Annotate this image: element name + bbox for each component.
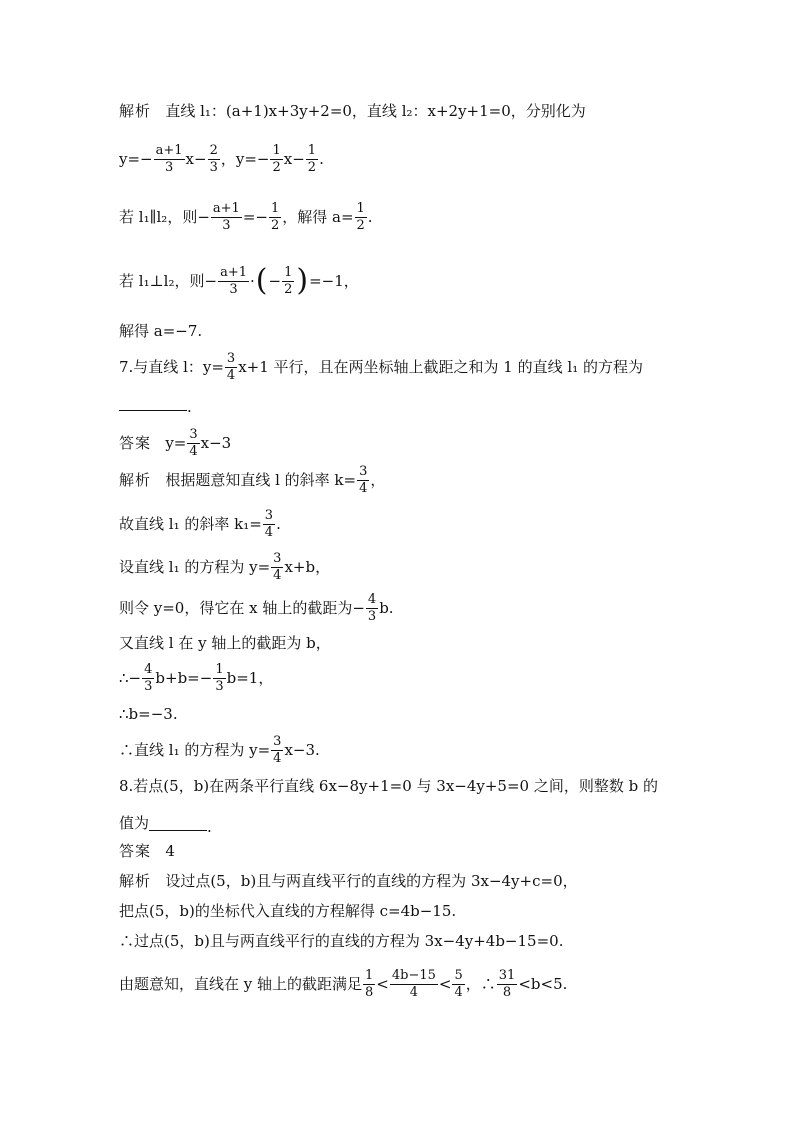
text: 若 l₁⊥l₂，则− [119, 271, 218, 290]
sum-equation-line [119, 663, 723, 693]
text: 故直线 l₁ 的斜率 k₁= [119, 514, 262, 533]
solution-line [119, 324, 723, 339]
result-line [119, 707, 723, 722]
numerator: 5 [454, 968, 463, 983]
fraction [211, 202, 242, 232]
text: − [268, 271, 282, 290]
numerator: a+1 [212, 201, 240, 216]
equation-setup-line [119, 552, 723, 582]
numerator: 1 [270, 201, 280, 216]
numerator: 2 [209, 143, 218, 158]
text: ， [370, 470, 386, 489]
denominator: 4 [454, 984, 463, 1000]
fraction [306, 144, 318, 174]
fraction [225, 352, 237, 382]
text: 又直线 l 在 y 轴上的截距为 b， [119, 634, 331, 652]
numerator: 4b−15 [391, 968, 436, 983]
denominator: 2 [307, 159, 317, 175]
fraction [187, 428, 199, 458]
numerator: a+1 [220, 265, 247, 280]
fraction [363, 969, 375, 999]
fraction [497, 969, 518, 999]
text: ∴b=−3. [119, 705, 178, 723]
denominator: 3 [367, 608, 377, 624]
right-paren: ) [296, 263, 309, 299]
denominator: 2 [270, 217, 280, 233]
numerator: 3 [226, 351, 236, 366]
analysis-line [119, 874, 723, 889]
denominator: 8 [365, 984, 374, 1000]
text: x+b， [284, 557, 331, 576]
question-7 [119, 352, 723, 382]
analysis-label: 解析 [119, 872, 152, 890]
text: 直线 l₁：(a+1)x+3y+2=0，直线 l₂：x+2y+1=0，分别化为 [165, 102, 586, 120]
text: ，∴ [465, 974, 496, 993]
intercept-line [119, 593, 723, 623]
text: 根据题意知直线 l 的斜率 k= [165, 470, 357, 489]
text: =−1， [309, 271, 359, 290]
fraction [154, 144, 185, 174]
denominator: 4 [264, 524, 274, 540]
answer-blank [119, 410, 187, 411]
text-line [119, 934, 723, 949]
denominator: 4 [273, 750, 282, 766]
denominator: 4 [189, 443, 198, 459]
numerator: 1 [215, 662, 224, 677]
text-line [119, 636, 723, 651]
text: 8.若点(5，b)在两条平行直线 6x−8y+1=0 与 3x−4y+5=0 之间，则整数 b 的 [119, 777, 658, 795]
left-paren: ( [255, 263, 268, 299]
fraction [366, 593, 378, 623]
fraction [390, 969, 438, 999]
text: . [276, 514, 281, 533]
answer-label: 答案 [119, 433, 152, 452]
numerator: a+1 [155, 143, 183, 158]
fraction [213, 663, 225, 693]
fraction [271, 552, 283, 582]
text: x−3 [200, 433, 232, 452]
denominator: 4 [359, 480, 368, 496]
analysis-label: 解析 [119, 470, 152, 489]
analysis-label: 解析 [119, 102, 152, 120]
analysis-line [119, 465, 723, 495]
numerator: 3 [273, 734, 282, 749]
numerator: 4 [144, 662, 153, 677]
text: <b<5. [518, 974, 568, 993]
denominator: 3 [164, 159, 174, 175]
text: < [438, 974, 452, 993]
text: . [367, 207, 373, 226]
numerator: 1 [356, 201, 365, 216]
numerator: 1 [272, 143, 281, 158]
denominator: 4 [409, 984, 419, 1000]
text: ∴直线 l₁ 的方程为 y= [119, 740, 271, 759]
text: . [207, 818, 212, 836]
question-8 [119, 779, 723, 794]
numerator: 1 [307, 143, 317, 158]
numerator: 4 [367, 592, 377, 607]
text: 把点(5，b)的坐标代入直线的方程解得 c=4b−15. [119, 902, 457, 920]
numerator: 3 [264, 508, 274, 523]
fraction [208, 144, 220, 174]
text: x− [185, 149, 207, 168]
text: x−3. [284, 740, 320, 759]
text: 设直线 l₁ 的方程为 y= [119, 557, 271, 576]
numerator: 3 [273, 551, 282, 566]
answer-label: 答案 [119, 842, 152, 860]
text: . [319, 149, 324, 168]
numerator: 3 [189, 427, 198, 442]
numerator: 1 [284, 265, 293, 280]
fraction [357, 465, 369, 495]
denominator: 2 [272, 159, 281, 175]
fraction [355, 202, 367, 232]
answer-blank-line [119, 392, 723, 415]
fraction [269, 202, 281, 232]
fraction [270, 144, 282, 174]
text: 4 [165, 842, 175, 860]
text: < [376, 974, 389, 993]
text: ，解得 a= [282, 207, 354, 226]
text: ，y=− [220, 149, 270, 168]
fraction [142, 663, 154, 693]
text: 值为 [119, 814, 150, 832]
text: 由题意知，直线在 y 轴上的截距满足 [119, 974, 363, 993]
denominator: 3 [222, 217, 231, 233]
fraction [218, 266, 249, 296]
text: y=− [119, 149, 153, 168]
final-equation-line [119, 735, 723, 765]
parallel-condition-line [119, 202, 723, 232]
text: x− [283, 149, 305, 168]
numerator: 3 [359, 464, 368, 479]
numerator: 31 [498, 968, 516, 983]
denominator: 2 [356, 217, 365, 233]
perpendicular-condition-line [119, 263, 723, 299]
text: 则令 y=0，得它在 x 轴上的截距为− [119, 598, 365, 617]
denominator: 3 [215, 678, 224, 694]
numerator: 1 [365, 968, 374, 983]
denominator: 4 [273, 567, 282, 583]
text: b=1， [226, 668, 274, 687]
denominator: 3 [229, 281, 238, 297]
text: 解得 a=−7. [119, 322, 203, 340]
answer-8 [119, 844, 723, 859]
text: x+1 平行，且在两坐标轴上截距之和为 1 的直线 l₁ 的方程为 [238, 357, 643, 376]
text: . [187, 398, 192, 416]
text: =− [242, 207, 268, 226]
denominator: 4 [226, 367, 236, 383]
fraction [452, 969, 464, 999]
text-line [119, 904, 723, 919]
answer-blank [149, 830, 207, 831]
denominator: 8 [502, 984, 512, 1000]
text: ∴− [119, 668, 142, 687]
answer-7 [119, 428, 723, 458]
analysis-line-1 [119, 104, 723, 119]
text: · [250, 271, 255, 290]
text: 设过点(5，b)且与两直线平行的直线的方程为 3x−4y+c=0， [165, 872, 578, 890]
text: b+b=− [155, 668, 213, 687]
text: b. [379, 598, 394, 617]
fraction [271, 735, 283, 765]
denominator: 3 [144, 678, 153, 694]
question-8-blank-line [119, 812, 723, 835]
text: 7.与直线 l：y= [119, 357, 224, 376]
fraction [263, 509, 275, 539]
text: y= [165, 433, 187, 452]
denominator: 3 [209, 159, 218, 175]
denominator: 2 [284, 281, 293, 297]
text: ∴过点(5，b)且与两直线平行的直线的方程为 3x−4y+4b−15=0. [119, 932, 564, 950]
inequality-line [119, 969, 723, 999]
fraction [282, 266, 294, 296]
text: 若 l₁∥l₂，则− [119, 207, 210, 226]
slope-line [119, 509, 723, 539]
equation-line [119, 144, 723, 174]
